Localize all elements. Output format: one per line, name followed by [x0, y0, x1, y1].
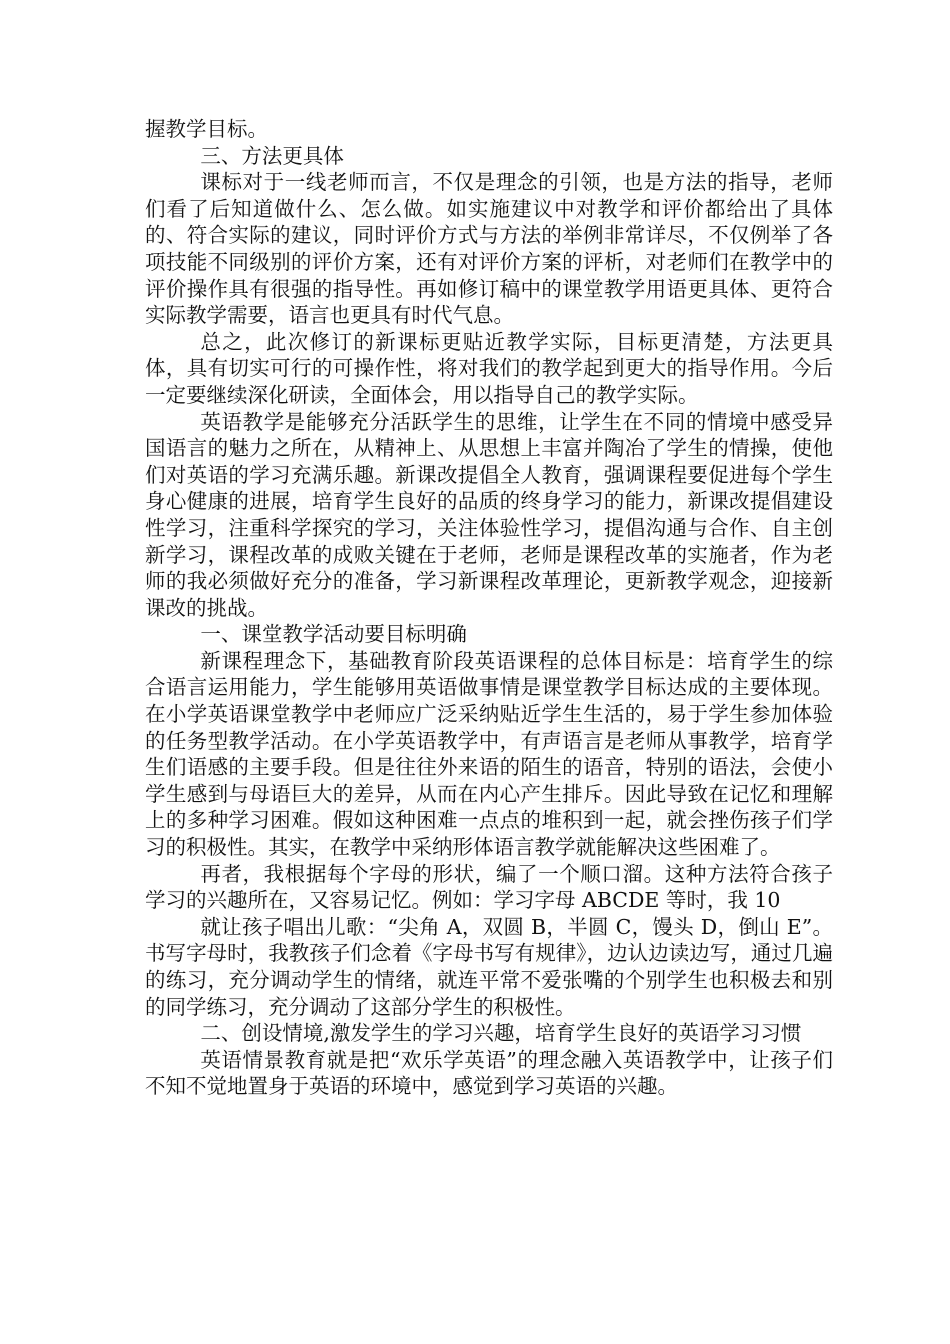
paragraph-curriculum-goals: 新课程理念下，基础教育阶段英语课程的总体目标是：培育学生的综合语言运用能力，学生能够用英语做事情是课堂教学目标达成的主要体现。在小学英语课堂教学中老师应广泛采纳贴近学生生活的，易于学生参加体验的任务型教学活动。在小学英语教学中，有声语言是老师从事教学，培育学生们语感的主要手段。但是往往外来语的陌生的语音，特别的语法，会使小学生感到与母语巨大的差异，从而在内心产生排斥。因此导致在记忆和理解上的多种学习困难。假如这种困难一点点的堆积到一起，就会挫伤孩子们学习的积极性。其实，在教学中采纳形体语言教学就能解决这些困难了。: [145, 648, 833, 860]
section-heading-methods: 三、方法更具体: [200, 143, 344, 168]
paragraph-alphabet-rhyme: 再者，我根据每个字母的形状，编了一个顺口溜。这种方法符合孩子学习的兴趣所在，又容易记忆。例如：学习字母 ABCDE 等时，我 10: [145, 861, 833, 913]
section-heading-goals: 一、课堂教学活动要目标明确: [200, 622, 467, 647]
paragraph-english-teaching: 英语教学是能够充分活跃学生的思维，让学生在不同的情境中感受异国语言的魅力之所在，从精神上、从思想上丰富并陶冶了学生的情操，使他们对英语的学习充满乐趣。新课改提倡全人教育，强调课程要促进每个学生身心健康的进展，培育学生良好的品质的终身学习的能力，新课改提倡建设性学习，注重科学探究的学习，关注体验性学习，提倡沟通与合作、自主创新学习，课程改革的成败关键在于老师，老师是课程改革的实施者，作为老师的我必须做好充分的准备，学习新课程改革理论，更新教学观念，迎接新课改的挑战。: [145, 409, 833, 620]
paragraph-children-song: 就让孩子唱出儿歌：“尖角 A，双圆 B，半圆 C，馒头 D，倒山 E”。书写字母时，我教孩子们念着《字母书写有规律》，边认边读边写，通过几遍的练习，充分调动学生的情绪，就连平常不爱张嘴的个别学生也积极去和别的同学练习，充分调动了这部分学生的积极性。: [145, 914, 833, 1019]
paragraph-summary: 总之，此次修订的新课标更贴近教学实际，目标更清楚，方法更具体，具有切实可行的可操作性，将对我们的教学起到更大的指导作用。今后一定要继续深化研读，全面体会，用以指导自己的教学实际。: [145, 329, 833, 407]
section-heading-situations: 二、创设情境,激发学生的学习兴趣，培育学生良好的英语学习习惯: [200, 1021, 802, 1046]
paragraph-curriculum-guidance: 课标对于一线老师而言，不仅是理念的引领，也是方法的指导，老师们看了后知道做什么、怎么做。如实施建议中对教学和评价都给出了具体的、符合实际的建议，同时评价方式与方法的举例非常详尽，不仅例举了各项技能不同级别的评价方案，还有对评价方案的评析，对老师们在教学中的评价操作具有很强的指导性。再如修订稿中的课堂教学用语更具体、更符合实际教学需要，语言也更具有时代气息。: [145, 170, 833, 328]
paragraph-situational-teaching: 英语情景教育就是把“欢乐学英语”的理念融入英语教学中，让孩子们不知不觉地置身于英语的环境中，感觉到学习英语的兴趣。: [145, 1047, 833, 1099]
document-page: [145, 116, 833, 1100]
paragraph-continuation: 握教学目标。: [145, 117, 268, 141]
